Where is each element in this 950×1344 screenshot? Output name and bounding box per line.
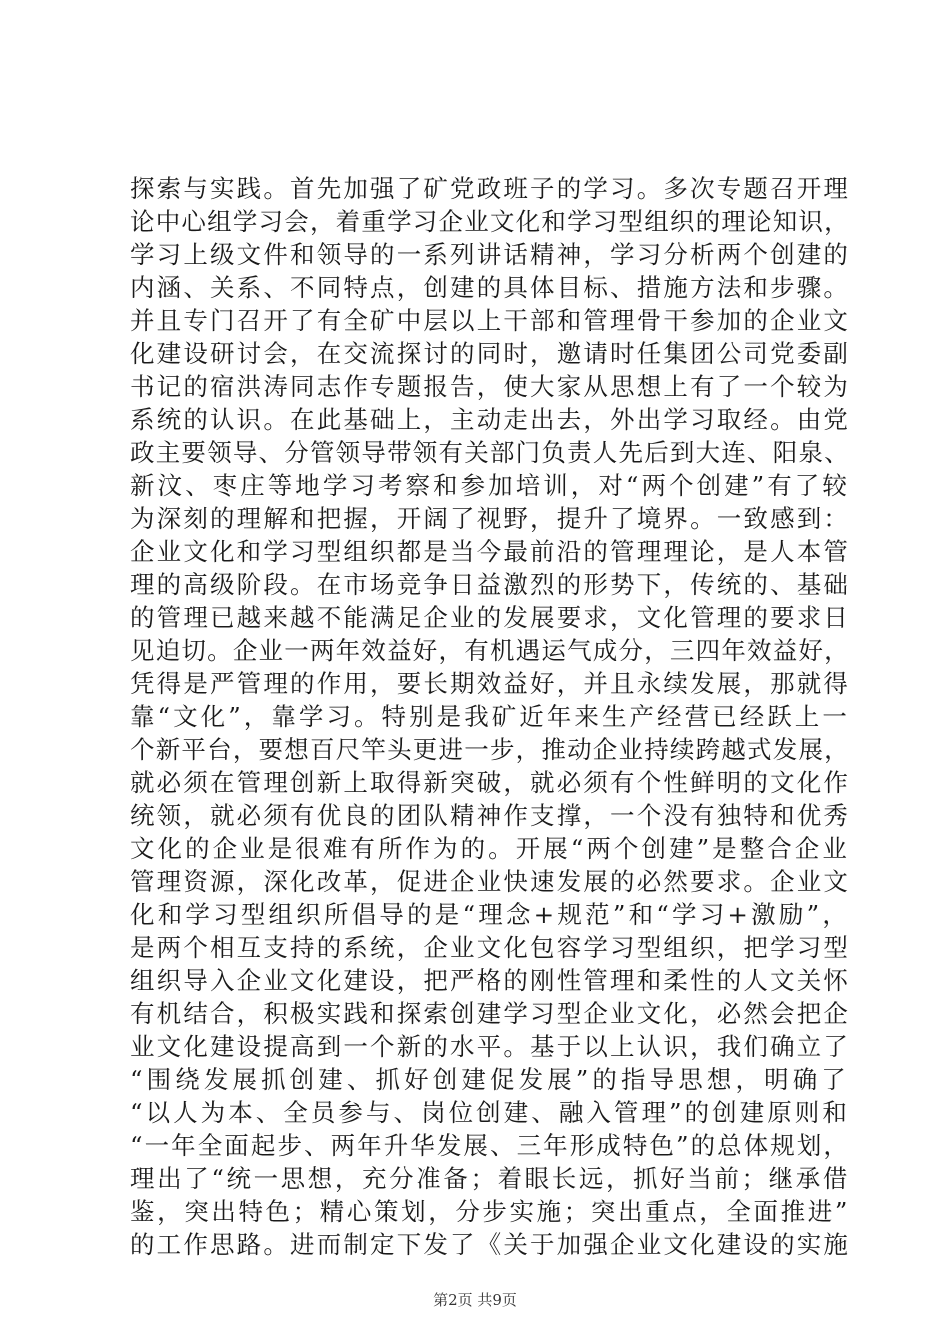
text-line: 并且专门召开了有全矿中层以上干部和管理骨干参加的企业文: [130, 306, 850, 335]
text-line: 个新平台，要想百尺竿头更进一步，推动企业持续跨越式发展，: [130, 735, 850, 764]
text-line: 理出了“统一思想，充分准备；着眼长远，抓好当前；继承借: [130, 1164, 850, 1193]
text-line: 组织导入企业文化建设，把严格的刚性管理和柔性的人文关怀: [130, 966, 850, 995]
text-line: 化建设研讨会，在交流探讨的同时，邀请时任集团公司党委副: [130, 339, 850, 368]
text-line: 论中心组学习会，着重学习企业文化和学习型组织的理论知识，: [130, 207, 850, 236]
text-line: 内涵、关系、不同特点，创建的具体目标、措施方法和步骤。: [130, 273, 850, 302]
text-line: 化和学习型组织所倡导的是“理念+规范”和“学习+激励”，: [130, 900, 850, 929]
text-line: 靠“文化”，靠学习。特别是我矿近年来生产经营已经跃上一: [130, 702, 850, 731]
text-line: “以人为本、全员参与、岗位创建、融入管理”的创建原则和: [130, 1098, 850, 1127]
text-line: 理的高级阶段。在市场竞争日益激烈的形势下，传统的、基础: [130, 570, 850, 599]
text-line: 探索与实践。首先加强了矿党政班子的学习。多次专题召开理: [130, 174, 850, 203]
body-text: [130, 172, 850, 1261]
text-line: 统领，就必须有优良的团队精神作支撑，一个没有独特和优秀: [130, 801, 850, 830]
text-line: 有机结合，积极实践和探索创建学习型企业文化，必然会把企: [130, 999, 850, 1028]
text-line: 书记的宿洪涛同志作专题报告，使大家从思想上有了一个较为: [130, 372, 850, 401]
text-line: 凭得是严管理的作用，要长期效益好，并且永续发展，那就得: [130, 669, 850, 698]
text-line: 新汶、枣庄等地学习考察和参加培训，对“两个创建”有了较: [130, 471, 850, 500]
text-line: 是两个相互支持的系统，企业文化包容学习型组织，把学习型: [130, 933, 850, 962]
text-line: 的工作思路。进而制定下发了《关于加强企业文化建设的实施: [130, 1230, 850, 1259]
text-line: “围绕发展抓创建、抓好创建促发展”的指导思想，明确了: [130, 1065, 850, 1094]
text-line: 的管理已越来越不能满足企业的发展要求，文化管理的要求日: [130, 603, 850, 632]
text-line: 见迫切。企业一两年效益好，有机遇运气成分，三四年效益好，: [130, 636, 850, 665]
text-line: 就必须在管理创新上取得新突破，就必须有个性鲜明的文化作: [130, 768, 850, 797]
page-number-footer: 第2页 共9页: [433, 1291, 517, 1309]
text-line: 学习上级文件和领导的一系列讲话精神，学习分析两个创建的: [130, 240, 850, 269]
text-line: 政主要领导、分管领导带领有关部门负责人先后到大连、阳泉、: [130, 438, 850, 467]
text-line: “一年全面起步、两年升华发展、三年形成特色”的总体规划，: [130, 1131, 850, 1160]
text-line: 为深刻的理解和把握，开阔了视野，提升了境界。一致感到：: [130, 504, 850, 533]
text-line: 管理资源，深化改革，促进企业快速发展的必然要求。企业文: [130, 867, 850, 896]
text-line: 业文化建设提高到一个新的水平。基于以上认识，我们确立了: [130, 1032, 850, 1061]
text-line: 鉴，突出特色；精心策划，分步实施；突出重点，全面推进”: [130, 1197, 850, 1226]
text-line: 系统的认识。在此基础上，主动走出去，外出学习取经。由党: [130, 405, 850, 434]
text-line: 企业文化和学习型组织都是当今最前沿的管理理论，是人本管: [130, 537, 850, 566]
text-line: 文化的企业是很难有所作为的。开展“两个创建”是整合企业: [130, 834, 850, 863]
